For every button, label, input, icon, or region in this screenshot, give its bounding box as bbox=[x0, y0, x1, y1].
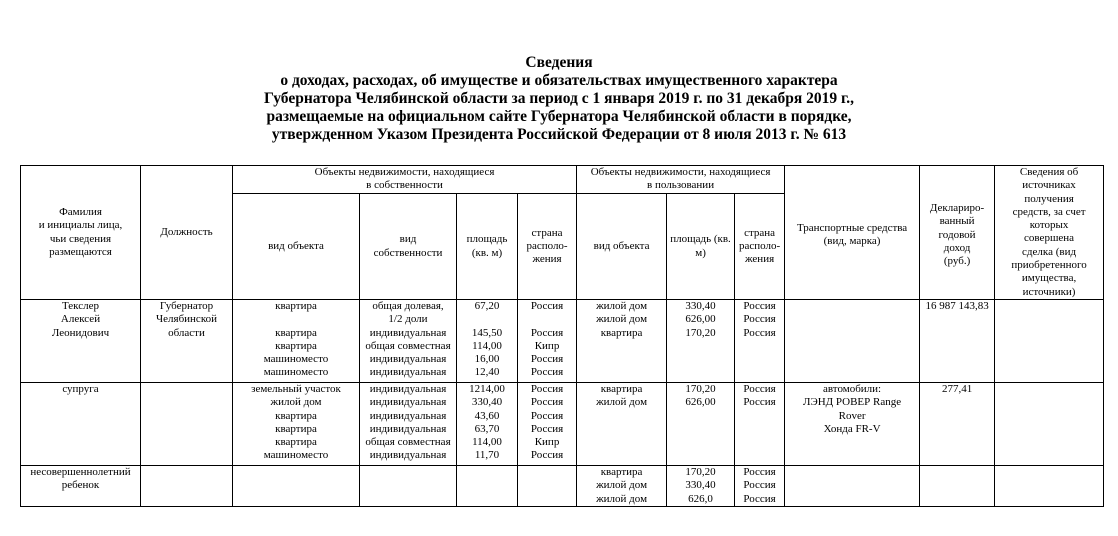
header-line: доход bbox=[943, 241, 971, 254]
cell-line: 1214,00 bbox=[469, 383, 505, 395]
cell-line: супруга bbox=[62, 383, 99, 395]
header-line: Объекты недвижимости, находящиеся bbox=[314, 166, 495, 178]
sources-cell bbox=[995, 466, 1104, 507]
cell-line: Россия bbox=[530, 300, 564, 312]
cell-line: Россия bbox=[530, 409, 564, 422]
header-line: размещаются bbox=[49, 245, 112, 258]
cell-line: 626,00 bbox=[685, 396, 716, 409]
cell-line: Текслер bbox=[61, 300, 99, 312]
cell-line: 626,00 bbox=[685, 313, 716, 326]
cell-line: квартира bbox=[275, 339, 317, 352]
cell-line: 145,50 bbox=[471, 326, 503, 339]
cell-line: Россия bbox=[530, 366, 564, 379]
cell-line: Челябинской bbox=[155, 313, 217, 326]
header-line: располо- bbox=[738, 239, 781, 252]
cell-line: индивидуальная bbox=[369, 326, 447, 339]
income-cell bbox=[920, 383, 995, 466]
header-line: располо- bbox=[526, 239, 568, 252]
cell-line: машиноместо bbox=[263, 366, 329, 379]
cell-line: индивидуальная bbox=[369, 409, 447, 422]
header-line: (руб.) bbox=[943, 255, 971, 268]
header-line: имущества, bbox=[1021, 272, 1077, 285]
header-owned-country bbox=[518, 194, 577, 300]
header-owned-type: вид объекта bbox=[233, 194, 360, 300]
cell-line bbox=[519, 313, 575, 326]
cell-line: 170,20 bbox=[685, 383, 716, 395]
table-row bbox=[21, 300, 1104, 383]
position-cell bbox=[141, 300, 233, 383]
title-line: утвержденном Указом Президента Российской Федерации от 8 июля 2013 г. № 613 bbox=[271, 126, 847, 143]
cell-line: Хонда FR-V bbox=[823, 422, 881, 435]
cell-line: 12,40 bbox=[474, 366, 500, 379]
header-line: источники) bbox=[1022, 285, 1076, 298]
cell-line: Леонидович bbox=[51, 326, 110, 339]
used-country-cell bbox=[735, 383, 785, 466]
header-vehicles bbox=[785, 166, 920, 300]
cell-line: жилой дом bbox=[270, 396, 322, 409]
cell-line: 114,00 bbox=[472, 436, 502, 449]
cell-line: несовершеннолетний bbox=[30, 466, 131, 478]
cell-line: общая совместная bbox=[365, 339, 451, 352]
header-used-group bbox=[577, 166, 785, 194]
header-line: ванный bbox=[939, 215, 975, 228]
cell-line: Россия bbox=[530, 353, 564, 366]
header-line: площадь (кв. bbox=[670, 233, 731, 246]
cell-line: 43,60 bbox=[474, 409, 500, 422]
sources-cell bbox=[995, 383, 1104, 466]
owned-type-cell bbox=[233, 383, 360, 466]
cell-line: Россия bbox=[530, 383, 564, 395]
cell-line: квартира bbox=[275, 300, 317, 312]
cell-line: Россия bbox=[743, 300, 776, 312]
header-owned-ownership bbox=[360, 194, 457, 300]
used-area-cell bbox=[667, 466, 735, 507]
sources-cell bbox=[995, 300, 1104, 383]
cell-line: квартира bbox=[275, 422, 317, 435]
header-income bbox=[920, 166, 995, 300]
owned-type-cell bbox=[233, 300, 360, 383]
person-cell bbox=[21, 300, 141, 383]
cell-line: Россия bbox=[530, 326, 564, 339]
cell-line: Россия bbox=[743, 466, 776, 478]
cell-line: квартира bbox=[275, 409, 317, 422]
header-line: в собственности bbox=[366, 179, 443, 192]
table-row bbox=[21, 466, 1104, 507]
cell-line: 1/2 доли bbox=[388, 313, 428, 326]
cell-line: 330,40 bbox=[471, 396, 503, 409]
cell-line: Россия bbox=[743, 479, 776, 492]
header-line: собственности bbox=[373, 246, 443, 259]
cell-line: индивидуальная bbox=[369, 353, 447, 366]
cell-line: жилой дом bbox=[596, 300, 648, 312]
cell-line: 16,00 bbox=[474, 353, 500, 366]
header-line: Сведения об bbox=[1019, 166, 1079, 178]
header-line: Деклариро- bbox=[929, 202, 985, 214]
header-line: приобретенного bbox=[1011, 259, 1087, 272]
owned-area-cell bbox=[457, 383, 518, 466]
used-area-cell bbox=[667, 383, 735, 466]
cell-line: 170,20 bbox=[685, 326, 716, 339]
title-line: Сведения bbox=[525, 54, 593, 71]
header-owned-group bbox=[233, 166, 577, 194]
cell-line: Россия bbox=[743, 492, 776, 505]
used-area-cell bbox=[667, 300, 735, 383]
cell-line: квартира bbox=[275, 326, 317, 339]
cell-line: ребенок bbox=[61, 479, 100, 492]
header-used-area bbox=[667, 194, 735, 300]
declaration-table bbox=[20, 165, 1104, 507]
cell-line: ЛЭНД РОВЕР Range bbox=[802, 396, 902, 409]
cell-line: Россия bbox=[530, 449, 564, 462]
owned-ownership-cell bbox=[360, 383, 457, 466]
cell-line: общая совместная bbox=[365, 436, 451, 449]
cell-line: индивидуальная bbox=[369, 449, 447, 462]
table-row bbox=[21, 383, 1104, 466]
header-used-type: вид объекта bbox=[577, 194, 667, 300]
document-title bbox=[0, 54, 1118, 144]
cell-line: Россия bbox=[743, 326, 776, 339]
header-line: Транспортные средства bbox=[796, 222, 908, 234]
owned-type-cell bbox=[233, 466, 360, 507]
header-line: (вид, марка) bbox=[823, 235, 881, 248]
header-line: годовой bbox=[938, 228, 976, 241]
owned-area-cell bbox=[457, 466, 518, 507]
header-line: Объекты недвижимости, находящиеся bbox=[590, 166, 771, 178]
title-line: размещаемые на официальном сайте Губернатора Челябинской области в порядке, bbox=[266, 108, 852, 125]
cell-line: индивидуальная bbox=[369, 366, 447, 379]
cell-line: Губернатор bbox=[159, 300, 214, 312]
cell-line bbox=[234, 313, 358, 326]
header-person bbox=[21, 166, 141, 300]
header-line: источниках bbox=[1022, 179, 1076, 192]
used-type-cell bbox=[577, 466, 667, 507]
cell-line: Кипр bbox=[534, 339, 560, 352]
header-line: жения bbox=[532, 253, 562, 266]
header-line: Фамилия bbox=[59, 205, 102, 218]
cell-line: индивидуальная bbox=[369, 422, 447, 435]
cell-line: Россия bbox=[743, 383, 776, 395]
header-line: вид bbox=[399, 233, 417, 246]
cell-line: машиноместо bbox=[263, 449, 329, 462]
header-line: страна bbox=[744, 226, 776, 239]
cell-line: 626,0 bbox=[688, 492, 713, 505]
header-line: и инициалы лица, bbox=[38, 219, 123, 232]
header-line: получения bbox=[1024, 192, 1074, 205]
cell-line: общая долевая, bbox=[372, 300, 444, 312]
cell-line: жилой дом bbox=[596, 479, 648, 492]
header-line: которых bbox=[1029, 219, 1069, 232]
position-cell bbox=[141, 383, 233, 466]
cell-line: земельный участок bbox=[251, 383, 341, 395]
cell-line: автомобили: bbox=[822, 383, 882, 395]
cell-line: Алексей bbox=[60, 313, 101, 326]
cell-line: жилой дом bbox=[596, 492, 648, 505]
cell-line: индивидуальная bbox=[369, 383, 447, 395]
cell-line: 330,40 bbox=[685, 300, 716, 312]
header-line: сделка (вид bbox=[1022, 245, 1077, 258]
header-position: Должность bbox=[141, 166, 233, 300]
position-cell bbox=[141, 466, 233, 507]
owned-ownership-cell bbox=[360, 300, 457, 383]
header-sources bbox=[995, 166, 1104, 300]
header-line: средств, за счет bbox=[1012, 205, 1086, 218]
cell-line: квартира bbox=[275, 436, 317, 449]
cell-line: 330,40 bbox=[685, 479, 716, 492]
owned-ownership-cell bbox=[360, 466, 457, 507]
income-cell bbox=[920, 300, 995, 383]
header-owned-area bbox=[457, 194, 518, 300]
cell-line: машиноместо bbox=[263, 353, 329, 366]
cell-line: области bbox=[168, 326, 205, 339]
income-cell bbox=[920, 466, 995, 507]
cell-line: Россия bbox=[530, 422, 564, 435]
header-line: площадь bbox=[466, 233, 508, 246]
header-line: жения bbox=[744, 253, 775, 266]
cell-line: 63,70 bbox=[474, 422, 500, 435]
cell-line: 277,41 bbox=[941, 383, 973, 395]
cell-line: Rover bbox=[838, 409, 866, 422]
cell-line: жилой дом bbox=[596, 396, 648, 409]
owned-country-cell bbox=[518, 466, 577, 507]
cell-line: жилой дом bbox=[596, 313, 648, 326]
owned-area-cell bbox=[457, 300, 518, 383]
vehicles-cell bbox=[785, 300, 920, 383]
cell-line: Кипр bbox=[534, 436, 560, 449]
cell-line: Россия bbox=[530, 396, 564, 409]
header-line: (кв. м) bbox=[471, 246, 503, 259]
cell-line: индивидуальная bbox=[369, 396, 447, 409]
used-country-cell bbox=[735, 300, 785, 383]
owned-country-cell bbox=[518, 383, 577, 466]
cell-line: 11,70 bbox=[474, 449, 500, 462]
header-used-country bbox=[735, 194, 785, 300]
header-line: страна bbox=[531, 226, 563, 239]
cell-line: квартира bbox=[600, 383, 643, 395]
header-line: м) bbox=[695, 246, 706, 259]
cell-line: Россия bbox=[743, 313, 776, 326]
title-line: Губернатора Челябинской области за период с 1 января 2019 г. по 31 декабря 2019 г., bbox=[263, 90, 854, 107]
cell-line: 16 987 143,83 bbox=[925, 300, 989, 312]
cell-line: квартира bbox=[600, 466, 643, 478]
person-cell bbox=[21, 466, 141, 507]
cell-line: 114,00 bbox=[472, 339, 502, 352]
title-line: о доходах, расходах, об имуществе и обязательствах имущественного характера bbox=[280, 72, 838, 89]
vehicles-cell bbox=[785, 383, 920, 466]
owned-country-cell bbox=[518, 300, 577, 383]
used-type-cell bbox=[577, 383, 667, 466]
cell-line: квартира bbox=[600, 326, 643, 339]
cell-line bbox=[458, 313, 516, 326]
header-line: совершена bbox=[1024, 232, 1075, 245]
cell-line: 67,20 bbox=[474, 300, 500, 312]
vehicles-cell bbox=[785, 466, 920, 507]
header-line: в пользовании bbox=[647, 179, 715, 192]
cell-line: Россия bbox=[743, 396, 776, 409]
used-country-cell bbox=[735, 466, 785, 507]
used-type-cell bbox=[577, 300, 667, 383]
header-line: чьи сведения bbox=[49, 232, 112, 245]
cell-line: 170,20 bbox=[685, 466, 716, 478]
person-cell bbox=[21, 383, 141, 466]
